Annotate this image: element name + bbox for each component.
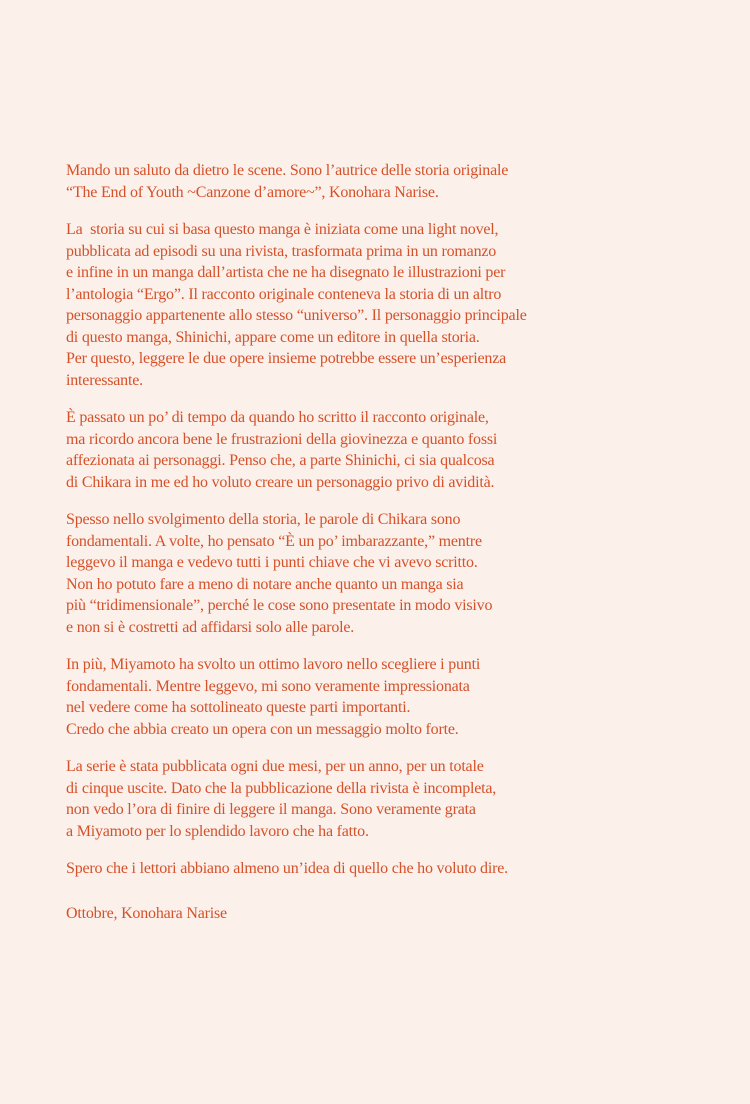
afterword-text xyxy=(66,160,720,940)
text-line: È passato un po’ di tempo da quando ho scritto il racconto originale, xyxy=(66,409,489,426)
text-line: fondamentali. A volte, ho pensato “È un po’ imbarazzante,” mentre xyxy=(66,532,482,550)
text-line: Credo che abbia creato un opera con un messaggio molto forte. xyxy=(66,720,459,738)
text-line: fondamentali. Mentre leggevo, mi sono veramente impressionata xyxy=(66,677,470,695)
text-line: di cinque uscite. Dato che la pubblicazione della rivista è incompleta, xyxy=(66,779,497,797)
paragraph-miyamoto-praise xyxy=(66,654,720,740)
text-line: non vedo l’ora di finire di leggere il manga. Sono veramente grata xyxy=(66,801,476,818)
text-line: La serie è stata pubblicata ogni due mesi, per un anno, per un totale xyxy=(66,758,484,775)
text-line: “The End of Youth ~Canzone d’amore~”, Konohara Narise. xyxy=(66,183,439,201)
text-line: ma ricordo ancora bene le frustrazioni della giovinezza e quanto fossi xyxy=(66,430,498,448)
text-line: leggevo il manga e vedevo tutti i punti chiave che vi avevo scritto. xyxy=(66,554,478,571)
paragraph-publication xyxy=(66,756,720,842)
text-line: nel vedere come ha sottolineato queste parti importanti. xyxy=(66,699,411,716)
paragraph-greeting xyxy=(66,160,720,203)
text-line: personaggio appartenente allo stesso “universo”. Il personaggio principale xyxy=(66,307,527,324)
text-line: Spesso nello svolgimento della storia, le parole di Chikara sono xyxy=(66,511,461,528)
text-line: Spero che i lettori abbiano almeno un’idea di quello che ho voluto dire. xyxy=(66,860,508,877)
paragraph-origin xyxy=(66,219,720,391)
paragraph-memories xyxy=(66,407,720,493)
text-line: Per questo, leggere le due opere insieme potrebbe essere un’esperienza xyxy=(66,350,507,367)
text-line: l’antologia “Ergo”. Il racconto originale conteneva la storia di un altro xyxy=(66,285,502,303)
text-line: a Miyamoto per lo splendido lavoro che ha fatto. xyxy=(66,822,369,840)
signature xyxy=(66,903,720,925)
text-line: di questo manga, Shinichi, appare come un editore in quella storia. xyxy=(66,328,480,346)
text-line: La storia su cui si basa questo manga è iniziata come una light novel, xyxy=(66,221,499,238)
text-line: Mando un saluto da dietro le scene. Sono l’autrice delle storia originale xyxy=(66,162,509,179)
text-line: più “tridimensionale”, perché le cose sono presentate in modo visivo xyxy=(66,597,493,614)
signature-line: Ottobre, Konohara Narise xyxy=(66,904,227,922)
text-line: di Chikara in me ed ho voluto creare un personaggio privo di avidità. xyxy=(66,473,495,491)
paragraph-chikara-words xyxy=(66,509,720,638)
text-line: e infine in un manga dall’artista che ne ha disegnato le illustrazioni per xyxy=(66,264,506,281)
text-line: e non si è costretti ad affidarsi solo alle parole. xyxy=(66,618,355,636)
text-line: Non ho potuto fare a meno di notare anche quanto un manga sia xyxy=(66,575,464,593)
paragraph-closing xyxy=(66,858,720,880)
text-line: interessante. xyxy=(66,371,143,389)
text-line: affezionata ai personaggi. Penso che, a parte Shinichi, ci sia qualcosa xyxy=(66,452,495,469)
text-line: In più, Miyamoto ha svolto un ottimo lavoro nello scegliere i punti xyxy=(66,656,481,673)
text-line: pubblicata ad episodi su una rivista, trasformata prima in un romanzo xyxy=(66,242,497,260)
